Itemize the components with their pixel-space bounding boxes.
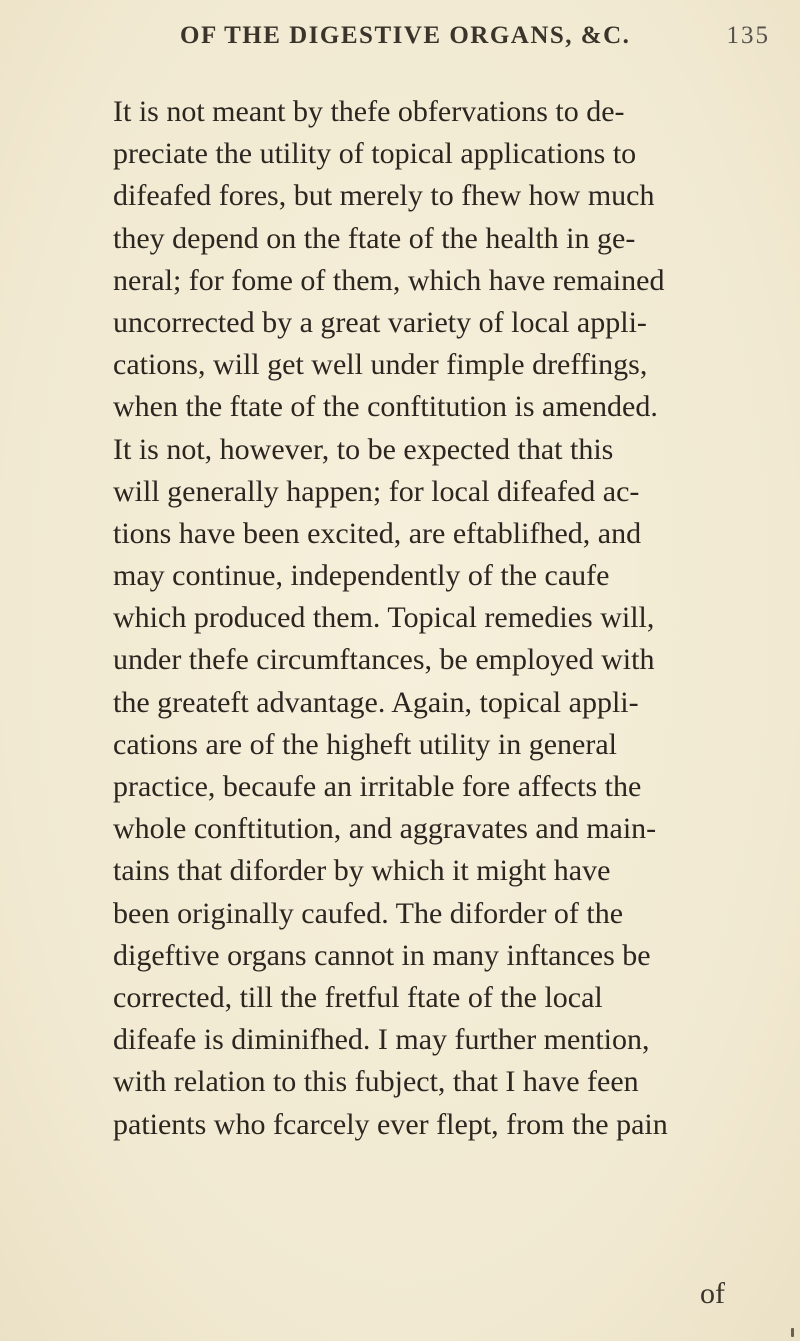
text-line: cations are of the higheft utility in general bbox=[113, 727, 617, 761]
text-line: uncorrected by a great variety of local appli- bbox=[113, 305, 647, 339]
text-line: difeafe is diminifhed. I may further mention, bbox=[113, 1023, 650, 1057]
body-text bbox=[113, 91, 800, 1146]
page-number: 135 bbox=[726, 22, 770, 49]
text-line: neral; for fome of them, which have remained bbox=[113, 263, 665, 297]
text-line: may continue, independently of the caufe bbox=[113, 559, 610, 593]
text-line: with relation to this fubject, that I have feen bbox=[113, 1065, 639, 1099]
text-line: cations, will get well under fimple dreffings, bbox=[113, 348, 648, 382]
text-line: the greateft advantage. Again, topical appli- bbox=[113, 685, 639, 719]
text-line: will generally happen; for local difeafed ac- bbox=[113, 474, 640, 508]
text-line: difeafed fores, but merely to fhew how much bbox=[113, 179, 655, 213]
text-line: whole conftitution, and aggravates and main- bbox=[113, 812, 657, 846]
catchword: of bbox=[700, 1277, 725, 1310]
text-line: digeftive organs cannot in many inftances be bbox=[113, 938, 651, 972]
text-line: they depend on the ftate of the health in ge- bbox=[113, 221, 636, 255]
text-line: been originally caufed. The diforder of the bbox=[113, 896, 624, 930]
running-head bbox=[180, 22, 770, 62]
text-line: patients who fcarcely ever flept, from the pain bbox=[113, 1107, 668, 1141]
text-line: It is not meant by thefe obfervations to de- bbox=[113, 95, 625, 128]
text-line: preciate the utility of topical applications to bbox=[113, 137, 637, 171]
text-line: tions have been excited, are eftablifhed, and bbox=[113, 516, 642, 550]
ink-speck bbox=[791, 1328, 794, 1337]
text-line: tains that diforder by which it might have bbox=[113, 854, 611, 888]
text-line: under thefe circumftances, be employed with bbox=[113, 643, 655, 677]
text-line: when the ftate of the conftitution is amended. bbox=[113, 390, 658, 424]
running-head-title: OF THE DIGESTIVE ORGANS, &C. bbox=[180, 22, 631, 49]
text-line: which produced them. Topical remedies will, bbox=[113, 601, 655, 635]
text-line: practice, becaufe an irritable fore affects the bbox=[113, 770, 642, 803]
text-line: corrected, till the fretful ftate of the local bbox=[113, 980, 603, 1014]
text-line: It is not, however, to be expected that this bbox=[113, 432, 614, 466]
